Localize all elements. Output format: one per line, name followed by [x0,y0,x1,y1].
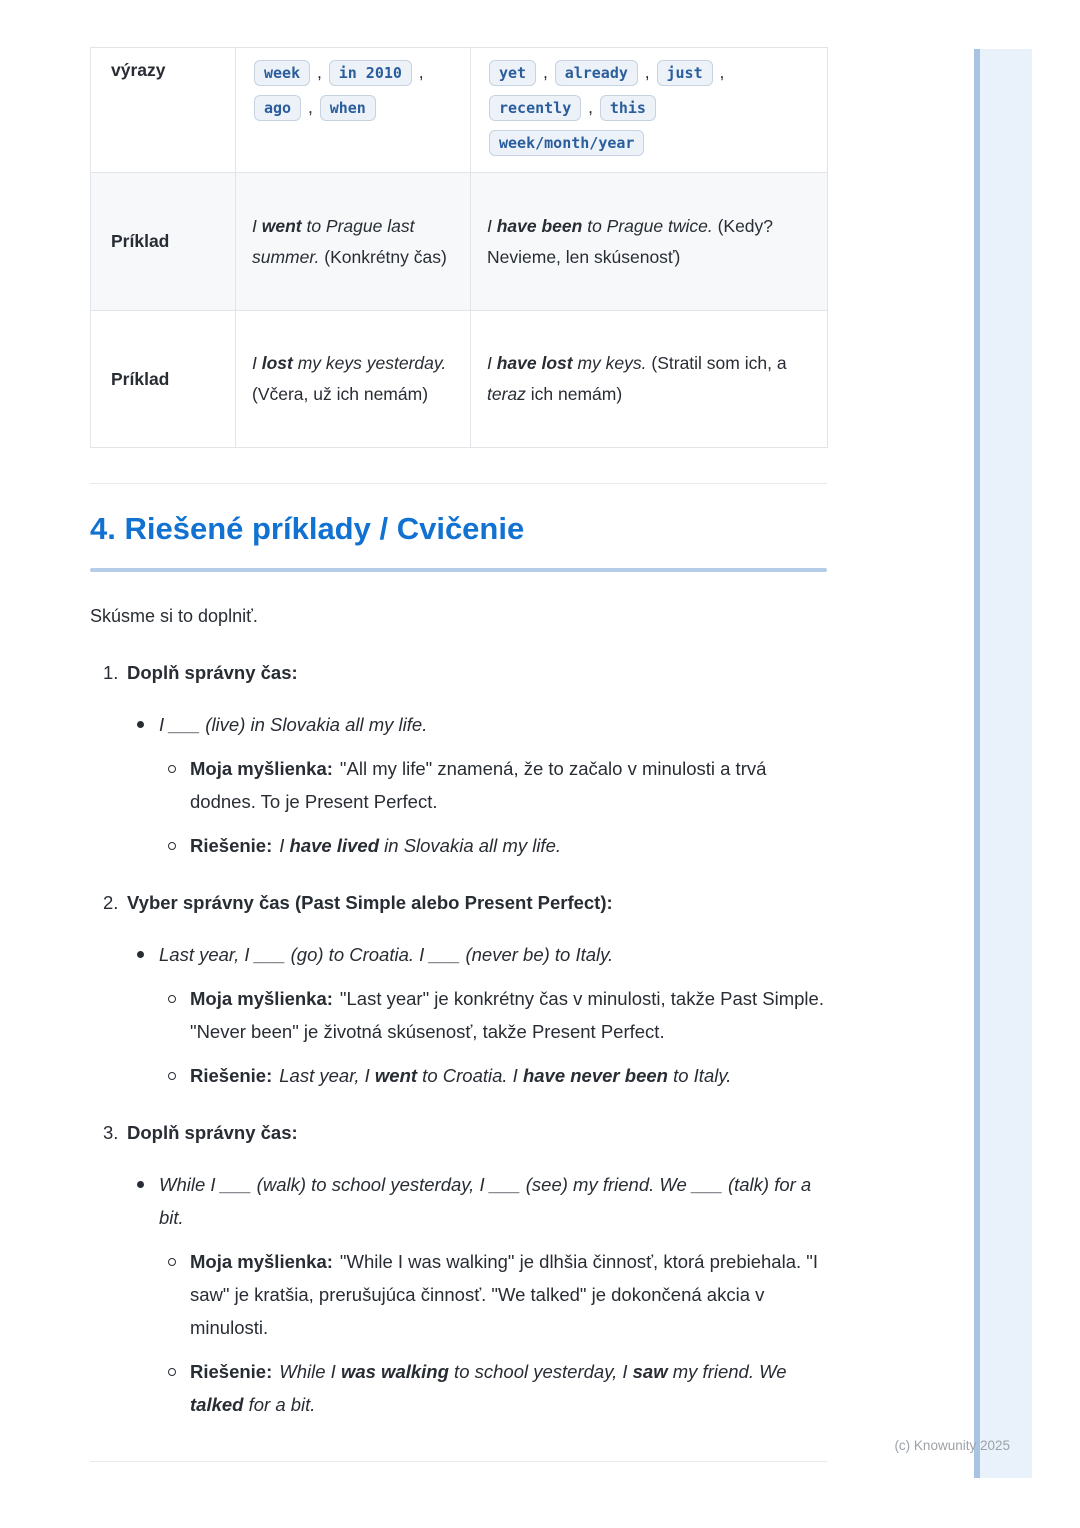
row-label-priklad-2: Príklad [91,311,236,448]
solution-label: Riešenie: [190,1361,273,1382]
thought-text: "Last year" je konkrétny čas v minulosti, takže Past Simple. "Never been" je životná skúsenosť, takže Present Perfect. [190,988,824,1042]
table-row-example-2 [91,311,828,448]
intro-text: Skúsme si to doplniť. [90,606,258,626]
exercise-title: Doplň správny čas: [127,1122,298,1143]
solution-text: Last year, I went to Croatia. I have never been to Italy. [279,1065,732,1086]
exercise-3-prompt [137,1168,827,1234]
prompt-text: Last year, I ___ (go) to Croatia. I ___ (never be) to Italy. [159,944,614,965]
solution-text: While I was walking to school yesterday, I saw my friend. We talked for a bit. [190,1361,787,1415]
page-edge-line [974,49,980,1478]
cell-present-perfect-example-2: I have lost my keys. (Stratil som ich, a teraz ich nemám) [471,311,828,448]
exercise-2-solution [168,1059,827,1092]
thought-label: Moja myšlienka: [190,1251,333,1272]
exercise-1-prompt [137,708,827,741]
cell-present-perfect-example-1: I have been to Prague twice. (Kedy? Nevieme, len skúsenosť) [471,173,828,311]
exercise-3 [90,1118,827,1421]
solution-label: Riešenie: [190,1065,273,1086]
exercise-title: Doplň správny čas: [127,662,298,683]
sub-bullet-icon [168,1368,176,1376]
prompt-text: While I ___ (walk) to school yesterday, I ___ (see) my friend. We ___ (talk) for a bit. [159,1174,812,1228]
section-heading: 4. Riešené príklady / Cvičenie [90,511,525,546]
exercise-2 [90,888,827,1092]
exercise-1 [90,658,827,862]
bottom-divider [90,1461,827,1462]
heading-underline [90,568,827,572]
row-label-vyrazy: výrazy [91,48,236,173]
sub-bullet-icon [168,995,176,1003]
thought-label: Moja myšlienka: [190,758,333,779]
exercise-title: Vyber správny čas (Past Simple alebo Present Perfect): [127,892,613,913]
cell-present-perfect-expressions: yet , already , just , recently , this week/month/year [471,48,828,173]
exercise-number: 2. [103,892,119,913]
sub-bullet-icon [168,765,176,773]
thought-label: Moja myšlienka: [190,988,333,1009]
bullet-icon [137,721,144,728]
row-label-priklad-1: Príklad [91,173,236,311]
cell-past-simple-expressions: week , in 2010 , ago , when [236,48,471,173]
exercise-number: 1. [103,662,119,683]
thought-text: "While I was walking" je dlhšia činnosť, ktorá prebiehala. "I saw" je kratšia, prerušujúca činnosť. "We talked" je dokončená akcia v minulosti. [190,1251,818,1338]
exercise-3-thought [168,1245,827,1344]
exercise-1-heading [103,658,827,688]
exercise-number: 3. [103,1122,119,1143]
exercise-1-thought [168,752,827,818]
sub-bullet-icon [168,842,176,850]
exercise-2-thought [168,982,827,1048]
cell-past-simple-example-2: I lost my keys yesterday. (Včera, už ich nemám) [236,311,471,448]
table-row-example-1 [91,173,828,311]
page-edge-strip [980,49,1032,1478]
copyright-text: (c) Knowunity 2025 [894,1438,1010,1453]
tense-comparison-table [90,47,828,448]
exercise-2-prompt [137,938,827,971]
sub-bullet-icon [168,1072,176,1080]
sub-bullet-icon [168,1258,176,1266]
exercise-1-solution [168,829,827,862]
bullet-icon [137,951,144,958]
exercise-2-heading [103,888,827,918]
thought-text: "All my life" znamená, že to začalo v minulosti a trvá dodnes. To je Present Perfect. [190,758,767,812]
exercise-3-solution [168,1355,827,1421]
prompt-text: I ___ (live) in Slovakia all my life. [159,714,428,735]
bullet-icon [137,1181,144,1188]
document-content [90,0,827,1462]
exercise-list [90,658,827,1421]
table-row-expressions [91,48,828,173]
cell-past-simple-example-1: I went to Prague last summer. (Konkrétny čas) [236,173,471,311]
solution-label: Riešenie: [190,835,273,856]
solution-text: I have lived in Slovakia all my life. [279,835,561,856]
top-divider [90,483,827,484]
exercise-3-heading [103,1118,827,1148]
